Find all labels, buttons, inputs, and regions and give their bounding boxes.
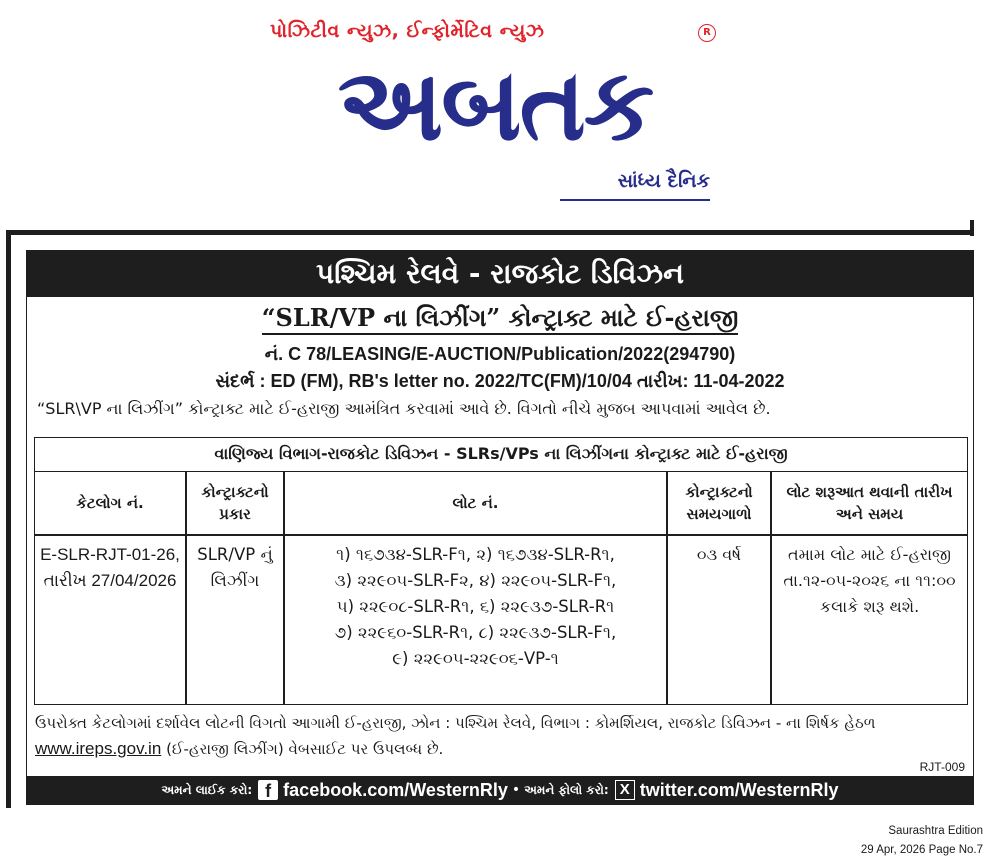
notice-title-text: “SLR/VP ના લિઝીંગ” કોન્ટ્રાક્ટ માટે ઈ-હરાજી	[262, 303, 739, 335]
facebook-url[interactable]: facebook.com/WesternRly	[283, 779, 508, 800]
cell-period: ૦૩ વર્ષ	[696, 545, 742, 564]
newspaper-masthead	[270, 14, 720, 204]
column-header-contract-type: કોન્ટ્રાક્ટનો પ્રકાર	[201, 483, 269, 523]
masthead-tagline: પોઝિટીવ ન્યુઝ, ઈન્ફોર્મેટિવ ન્યુઝ	[270, 20, 545, 42]
masthead-subtitle: સાંધ્ય દૈનિક	[617, 170, 710, 192]
facebook-icon: f	[258, 780, 278, 800]
registered-mark-icon: R	[698, 24, 716, 42]
like-label: અમને લાઈક કરો:	[161, 782, 253, 797]
lot-line: ૯) ૨૨૯૦૫-૨૨૯૦૬-VP-૧	[392, 649, 559, 668]
tender-notice	[26, 250, 974, 805]
notice-number: નં. C 78/LEASING/E-AUCTION/Publication/2022(294790)	[264, 344, 736, 364]
cell-lots	[287, 542, 664, 672]
frame-right-tick	[970, 220, 974, 236]
x-icon: X	[615, 780, 635, 800]
masthead-underline	[560, 199, 710, 201]
edition-info	[861, 822, 983, 860]
footnote-text: ઉપરોક્ત કેટલોગમાં દર્શાવેલ લોટની વિગતો આગામી ઈ-હરાજી, ઝોન : પશ્ચિમ રેલવે, વિભાગ : કોમર્શિયલ, રાજકોટ ડિવિઝન - ના શિર્ષક હેઠળ	[35, 714, 876, 732]
follow-label: અમને ફોલો કરો:	[524, 782, 609, 797]
lot-line: ૭) ૨૨૯૬૦-SLR-R૧, ૮) ૨૨૯૩૭-SLR-F૧,	[334, 623, 617, 642]
footnote-text-end: (ઈ-હરાજી લિઝીંગ) વેબસાઈટ પર ઉપલબ્ધ છે.	[166, 740, 444, 758]
cell-contract-type: SLR/VP નું લિઝીંગ	[197, 545, 273, 590]
notice-intro: “SLR\VP ના લિઝીંગ” કોન્ટ્રાક્ટ માટે ઈ-હરાજી આમંત્રિત કરવામાં આવે છે. વિગતો નીચે મુજબ આપવામાં આવેલ છે.	[37, 399, 771, 418]
frame-left-border	[6, 230, 11, 808]
notice-footnote	[35, 711, 965, 762]
column-header-period: કોન્ટ્રાક્ટનો સમયગાળો	[685, 483, 753, 523]
notice-header: પશ્ચિમ રેલવે - રાજકોટ ડિવિઝન	[27, 251, 973, 297]
column-header-start: લોટ શરૂઆત થવાની તારીખ અને સમય	[786, 483, 953, 523]
newspaper-logo: અબતક	[337, 46, 653, 163]
edition-date-page: 29 Apr, 2026 Page No.7	[860, 844, 983, 856]
twitter-url[interactable]: twitter.com/WesternRly	[639, 779, 839, 800]
notice-code: RJT-009	[919, 760, 965, 774]
column-header-lot: લોટ નં.	[452, 494, 499, 512]
separator-bullet: •	[511, 782, 521, 798]
edition-name: Saurashtra Edition	[888, 825, 983, 837]
lot-line: ૧) ૧૬૭૩૪-SLR-F૧, ૨) ૧૬૭૩૪-SLR-R૧,	[336, 545, 615, 564]
cell-catalog: E-SLR-RJT-01-26, તારીખ 27/04/2026	[40, 545, 180, 590]
table-caption: વાણિજ્ય વિભાગ-રાજકોટ ડિવિઝન - SLRs/VPs ના લિઝીંગના કોન્ટ્રાક્ટ માટે ઈ-હરાજી	[35, 438, 967, 472]
header-divider	[35, 534, 967, 536]
cell-start: તમામ લોટ માટે ઈ-હરાજી તા.૧૨-૦૫-૨૦૨૬ ના ૧૧:૦૦ કલાકે શરૂ થશે.	[783, 545, 956, 616]
social-bar	[27, 776, 973, 804]
auction-table	[34, 437, 968, 705]
column-header-catalog: કેટલોગ નં.	[76, 494, 144, 512]
frame-top-border	[6, 230, 974, 235]
lot-line: ૫) ૨૨૯૦૮-SLR-R૧, ૬) ૨૨૯૩૭-SLR-R૧	[336, 597, 615, 616]
lot-line: ૩) ૨૨૯૦૫-SLR-F૨, ૪) ૨૨૯૦૫-SLR-F૧,	[334, 571, 617, 590]
ireps-link[interactable]: www.ireps.gov.in	[35, 739, 162, 758]
notice-reference: સંદર્ભ : ED (FM), RB's letter no. 2022/TC(FM)/10/04 તારીખ: 11-04-2022	[215, 371, 785, 391]
notice-title	[27, 303, 973, 332]
